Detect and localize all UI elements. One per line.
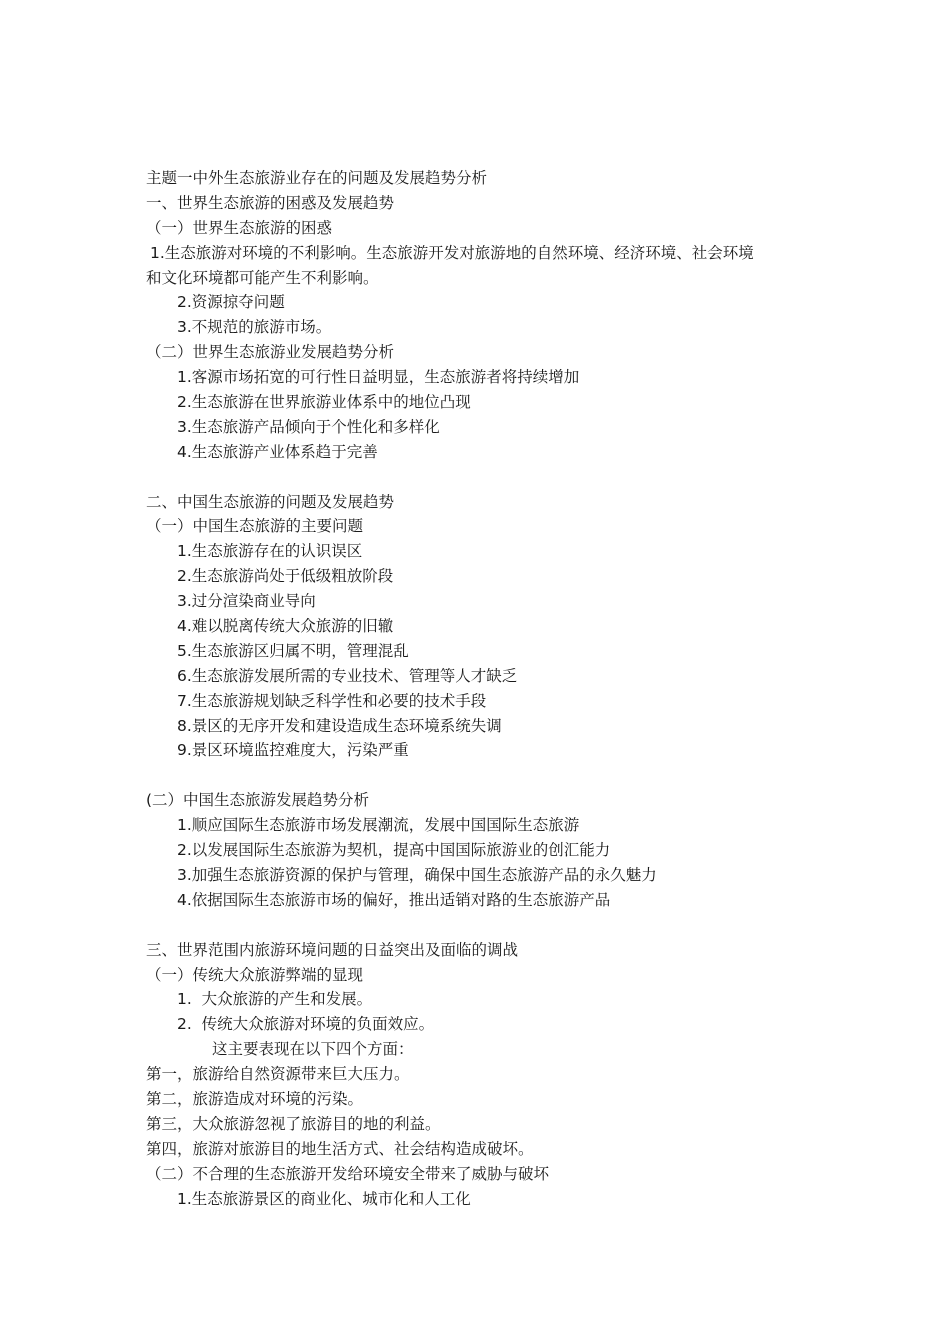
section-3-sub-1-heading: （一）传统大众旅游弊端的显现 — [146, 965, 364, 984]
list-item: 第三，大众旅游忽视了旅游目的地的利益。 — [146, 1114, 441, 1133]
section-1-sub-1-item-2: 2.资源掠夺问题 — [177, 293, 285, 312]
section-3-sub-1-item-1: 1. 大众旅游的产生和发展。 — [177, 990, 373, 1009]
list-item: 3.生态旅游产品倾向于个性化和多样化 — [177, 417, 440, 436]
list-item: 3.加强生态旅游资源的保护与管理，确保中国生态旅游产品的永久魅力 — [177, 865, 657, 884]
document-title: 主题一中外生态旅游业存在的问题及发展趋势分析 — [146, 169, 488, 187]
spacer — [146, 465, 846, 490]
section-1-sub-1-heading: （一）世界生态旅游的困惑 — [146, 218, 333, 237]
section-3-sub-2-heading: （二）不合理的生态旅游开发给环境安全带来了威胁与破坏 — [146, 1164, 550, 1183]
section-1-sub-2-heading: （二）世界生态旅游业发展趋势分析 — [146, 343, 395, 362]
list-item: 第一，旅游给自然资源带来巨大压力。 — [146, 1065, 410, 1084]
list-item: 6.生态旅游发展所需的专业技术、管理等人才缺乏 — [177, 666, 518, 685]
list-item: 2.生态旅游尚处于低级粗放阶段 — [177, 567, 394, 586]
list-item: 4.生态旅游产业体系趋于完善 — [177, 442, 378, 461]
list-item: 4.难以脱离传统大众旅游的旧辙 — [177, 617, 394, 636]
section-3-sub-1-item-2: 2. 传统大众旅游对环境的负面效应。 — [177, 1015, 435, 1034]
list-item: 第四，旅游对旅游目的地生活方式、社会结构造成破坏。 — [146, 1139, 534, 1158]
document-body — [146, 166, 846, 1211]
section-3-sub-2-item-1: 1.生态旅游景区的商业化、城市化和人工化 — [177, 1189, 471, 1208]
spacer — [146, 763, 846, 788]
list-item: 5.生态旅游区归属不明，管理混乱 — [177, 641, 409, 660]
list-item: 2.生态旅游在世界旅游业体系中的地位凸现 — [177, 393, 471, 412]
section-1-sub-1-item-3: 3.不规范的旅游市场。 — [177, 318, 332, 337]
list-item: 第二，旅游造成对环境的污染。 — [146, 1089, 364, 1108]
list-item: 9.景区环境监控难度大，污染严重 — [177, 741, 409, 760]
section-3-sub-1-intro: 这主要表现在以下四个方面： — [212, 1040, 414, 1059]
list-item: 1.生态旅游存在的认识误区 — [177, 542, 363, 561]
section-2-sub-1-heading: （一）中国生态旅游的主要问题 — [146, 517, 364, 536]
list-item: 3.过分渲染商业导向 — [177, 592, 316, 611]
list-item: 1.顺应国际生态旅游市场发展潮流，发展中国国际生态旅游 — [177, 816, 580, 835]
section-2-heading: 二、中国生态旅游的问题及发展趋势 — [146, 492, 395, 511]
section-1-heading: 一、世界生态旅游的困惑及发展趋势 — [146, 193, 395, 212]
list-item: 7.生态旅游规划缺乏科学性和必要的技术手段 — [177, 691, 487, 710]
section-3-heading: 三、世界范围内旅游环境问题的日益突出及面临的调战 — [146, 940, 519, 959]
spacer — [146, 913, 846, 938]
section-1-sub-1-item-1-line-1: 1.生态旅游对环境的不利影响。生态旅游开发对旅游地的自然环境、经济环境、社会环境 — [150, 243, 754, 262]
list-item: 8.景区的无序开发和建设造成生态环境系统失调 — [177, 716, 502, 735]
list-item: 4.依据国际生态旅游市场的偏好，推出适销对路的生态旅游产品 — [177, 890, 611, 909]
section-1-sub-1-item-1-line-2: 和文化环境都可能产生不利影响。 — [146, 268, 379, 287]
section-2-sub-2-heading: (二）中国生态旅游发展趋势分析 — [146, 791, 370, 810]
list-item: 2.以发展国际生态旅游为契机，提高中国国际旅游业的创汇能力 — [177, 841, 611, 860]
list-item: 1.客源市场拓宽的可行性日益明显，生态旅游者将持续增加 — [177, 368, 580, 387]
